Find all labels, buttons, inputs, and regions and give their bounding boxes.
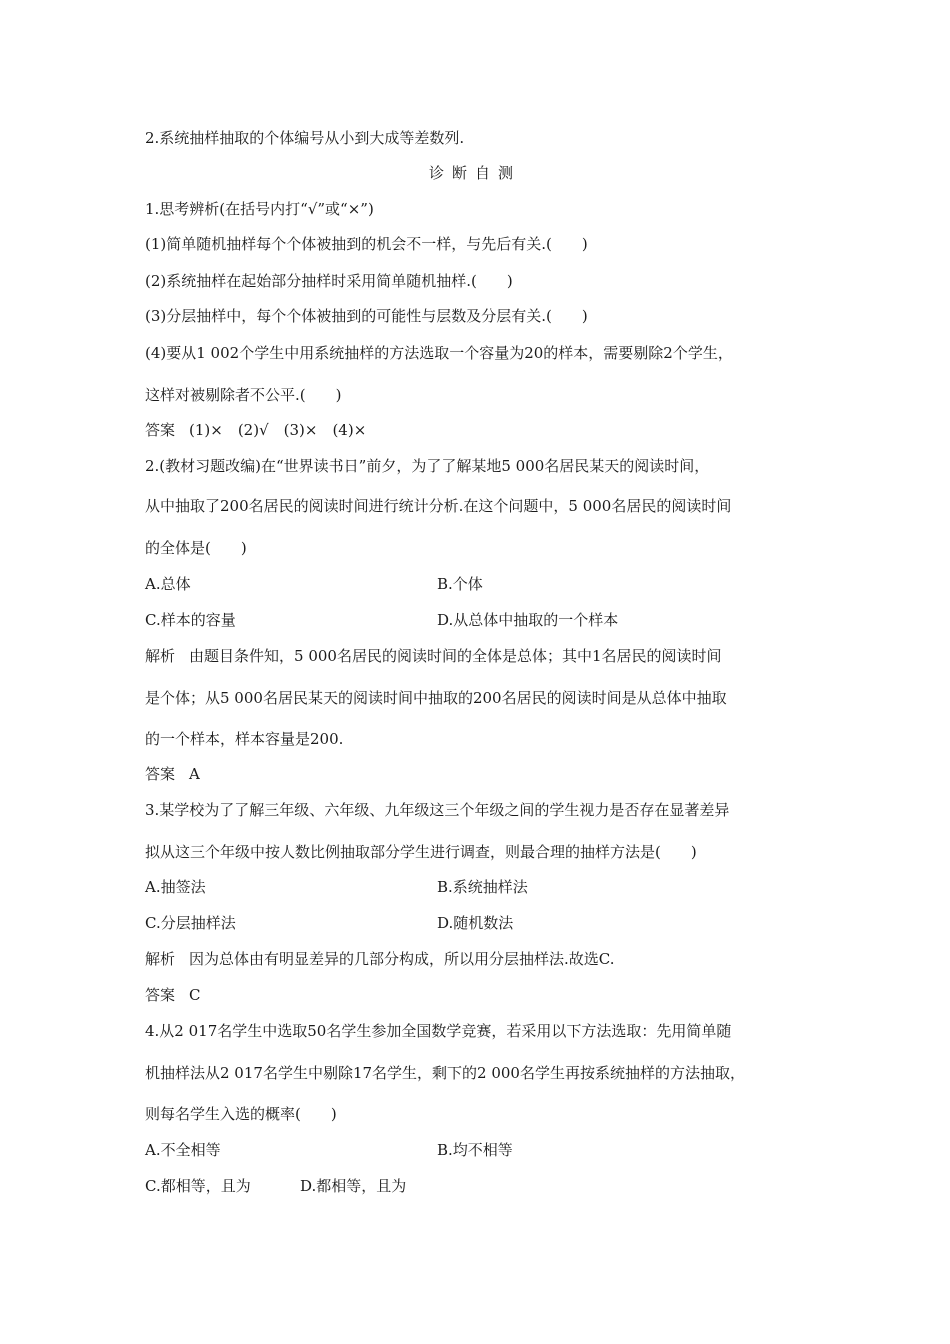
text-line: 4.从2 017名学生中选取50名学生参加全国数学竞赛，若采用以下方法选取：先用简单随: [145, 1022, 732, 1040]
text-line: 1.思考辨析(在括号内打“√”或“×”): [145, 200, 374, 218]
option-c: C.分层抽样法: [145, 914, 236, 932]
text-line: (2)系统抽样在起始部分抽样时采用简单随机抽样.( ): [145, 272, 513, 290]
analysis-text: 由题目条件知，5 000名居民的阅读时间的全体是总体；其中1名居民的阅读时间: [189, 647, 722, 665]
option-a: A.抽签法: [145, 878, 206, 896]
text-line: (4)要从1 002个学生中用系统抽样的方法选取一个容量为20的样本，需要剔除2个学生，: [145, 344, 733, 362]
answer-text: (1)× (2)√ (3)× (4)×: [189, 421, 367, 439]
text-line: 从中抽取了200名居民的阅读时间进行统计分析.在这个问题中，5 000名居民的阅读时间: [145, 497, 732, 515]
answer-label: 答案: [145, 765, 176, 783]
analysis-text: 因为总体由有明显差异的几部分构成，所以用分层抽样法.故选C.: [189, 950, 615, 968]
answer-text: C: [189, 986, 201, 1004]
answer-line: [145, 764, 200, 784]
text-line: 的全体是( ): [145, 539, 247, 557]
answer-label: 答案: [145, 986, 176, 1004]
option-b: B.系统抽样法: [437, 878, 528, 896]
answer-text: A: [189, 765, 200, 783]
option-c: C.都相等，且为: [145, 1177, 251, 1195]
option-d: D.都相等，且为: [300, 1177, 407, 1195]
analysis-label: 解析: [145, 950, 176, 968]
text-line: 这样对被剔除者不公平.( ): [145, 386, 342, 404]
option-c: C.样本的容量: [145, 611, 236, 629]
text-line: (3)分层抽样中，每个个体被抽到的可能性与层数及分层有关.( ): [145, 307, 588, 325]
option-b: B.均不相等: [437, 1141, 513, 1159]
text-line: 拟从这三个年级中按人数比例抽取部分学生进行调查，则最合理的抽样方法是( ): [145, 843, 697, 861]
text-line: (1)简单随机抽样每个个体被抽到的机会不一样，与先后有关.( ): [145, 235, 588, 253]
text-line: 机抽样法从2 017名学生中剔除17名学生，剩下的2 000名学生再按系统抽样的方法抽取，: [145, 1064, 745, 1082]
option-b: B.个体: [437, 575, 483, 593]
text-line: 是个体；从5 000名居民某天的阅读时间中抽取的200名居民的阅读时间是从总体中抽取: [145, 689, 727, 707]
analysis-line: [145, 646, 722, 666]
option-a: A.不全相等: [145, 1141, 221, 1159]
analysis-label: 解析: [145, 647, 176, 665]
text-line: 的一个样本，样本容量是200.: [145, 730, 344, 748]
option-d: D.随机数法: [437, 914, 514, 932]
option-d: D.从总体中抽取的一个样本: [437, 611, 619, 629]
text-line: 2.系统抽样抽取的个体编号从小到大成等差数列.: [145, 129, 465, 147]
answer-line: [145, 985, 201, 1005]
text-line: 3.某学校为了了解三年级、六年级、九年级这三个年级之间的学生视力是否存在显著差异: [145, 801, 730, 819]
text-line: 2.(教材习题改编)在“世界读书日”前夕，为了了解某地5 000名居民某天的阅读时间，: [145, 457, 710, 475]
text-line: 则每名学生入选的概率( ): [145, 1105, 337, 1123]
analysis-line: [145, 949, 615, 969]
option-a: A.总体: [145, 575, 191, 593]
answer-line: [145, 420, 366, 440]
answer-label: 答案: [145, 421, 176, 439]
section-heading: 诊断自测: [428, 164, 521, 182]
